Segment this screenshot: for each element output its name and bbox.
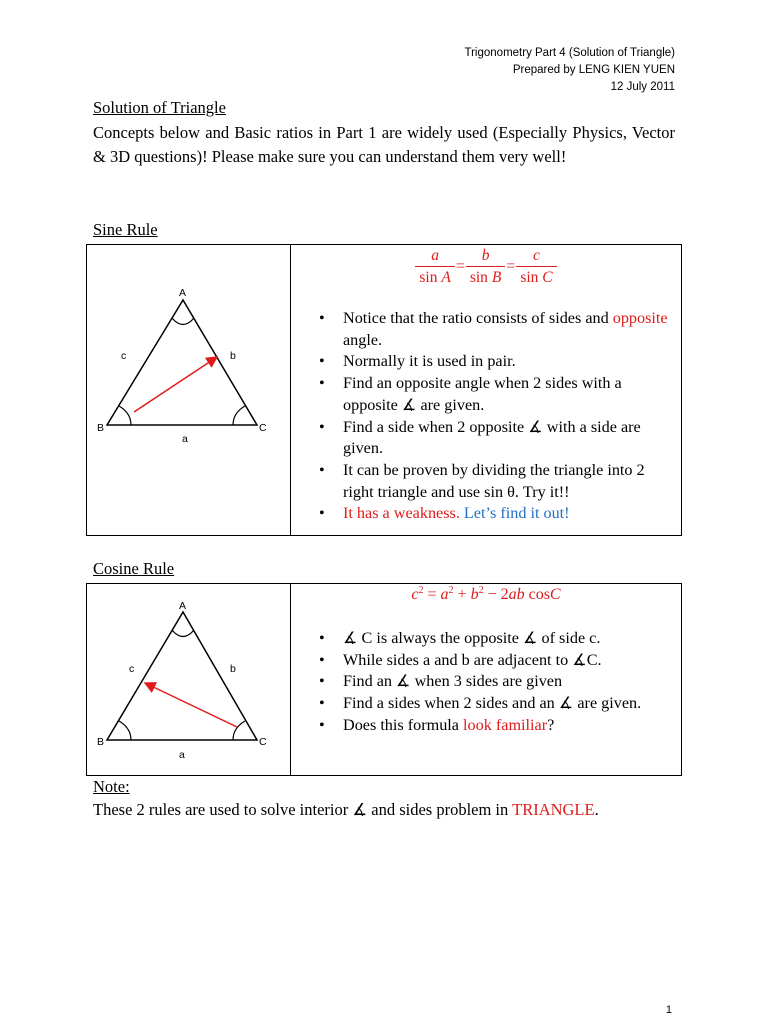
- cosine-formula-text: [411, 586, 560, 603]
- cosine-rule-text-cell: [291, 584, 681, 775]
- red-arrow: [145, 683, 237, 727]
- look-familiar-text: look familiar: [463, 715, 548, 734]
- fraction-a: [415, 246, 454, 288]
- fraction-b: [466, 246, 505, 288]
- cosine-rule-diagram-cell: [87, 584, 291, 775]
- list-item: • Normally it is used in pair.: [319, 351, 671, 373]
- formula-minus: −: [487, 586, 497, 603]
- side-label-b: b: [230, 663, 236, 675]
- angle-c-text: C: [542, 269, 553, 286]
- page-title: Solution of Triangle: [93, 98, 226, 117]
- formula-equals: =: [427, 586, 437, 603]
- formula-plus: +: [457, 586, 467, 603]
- list-item: • Find a side when 2 opposite ∡ with a side are given.: [319, 417, 671, 460]
- cosine-rule-triangle-diagram: [87, 584, 290, 775]
- angle-arc-b: [119, 406, 131, 425]
- sine-rule-triangle-diagram: [87, 245, 290, 535]
- numerator-c: c: [533, 247, 540, 264]
- vertex-label-b: B: [97, 422, 105, 434]
- header-author: Prepared by LENG KIEN YUEN: [512, 64, 675, 76]
- angle-arc-c: [233, 406, 245, 425]
- vertex-label-c: C: [259, 422, 267, 434]
- formula-ab: ab: [508, 586, 525, 603]
- side-label-a: a: [179, 749, 185, 761]
- header-date: 12 July 2011: [610, 81, 675, 93]
- weakness-text: It has a weakness.: [343, 504, 460, 523]
- page-number: 1: [665, 1004, 672, 1016]
- highlight-opposite: opposite: [612, 309, 668, 327]
- denominator-a: [415, 266, 454, 288]
- sine-rule-table: [86, 244, 682, 536]
- formula-exponent: 2: [418, 585, 424, 596]
- angle-arc-a: [172, 630, 194, 637]
- sine-rule-formula: [291, 246, 681, 288]
- list-item: [319, 715, 671, 737]
- list-item: • It can be proven by dividing the triangle into 2 right triangle and use sin θ. Try it!!: [319, 460, 671, 503]
- triangle-shape: [107, 300, 257, 425]
- side-label-c: c: [129, 663, 135, 675]
- note-body: These 2 rules are used to solve interior ∡ and sides problem in: [93, 800, 513, 819]
- red-arrow: [134, 357, 217, 412]
- point-text: angle.: [343, 330, 383, 349]
- formula-cos: cos: [528, 586, 550, 603]
- sine-rule-points: [319, 308, 671, 525]
- formula-c: c: [411, 586, 419, 603]
- angle-arc-a: [172, 318, 194, 325]
- sine-rule-text-cell: [291, 245, 681, 535]
- list-item: • ∡ C is always the opposite ∡ of side c.: [319, 628, 671, 650]
- page-header: [465, 45, 676, 96]
- list-item: [319, 308, 671, 351]
- intro-paragraph: Concepts below and Basic ratios in Part 1 are widely used (Especially Physics, Vector & 3D questions)! Please make sure you can understand them very well!: [93, 123, 675, 166]
- formula-a: a: [440, 586, 449, 603]
- point-text: ?: [547, 715, 555, 734]
- formula-exponent: 2: [478, 585, 484, 596]
- note-triangle-highlight: TRIANGLE: [512, 800, 595, 819]
- side-label-a: a: [182, 433, 188, 445]
- cosine-rule-formula: [291, 585, 681, 604]
- vertex-label-a: A: [179, 600, 187, 612]
- formula-two: 2: [500, 586, 509, 603]
- sin-text: sin: [520, 269, 539, 286]
- cosine-rule-table: [86, 583, 682, 776]
- sin-text: sin: [419, 269, 438, 286]
- note-heading: Note:: [93, 777, 130, 796]
- equals-sign: =: [506, 258, 516, 275]
- denominator-c: [516, 266, 556, 288]
- formula-angle-c: C: [549, 586, 561, 603]
- vertex-label-b: B: [97, 736, 105, 748]
- cosine-rule-heading: Cosine Rule: [93, 559, 175, 578]
- sine-rule-heading: Sine Rule: [93, 220, 158, 239]
- side-label-b: b: [230, 350, 236, 362]
- list-item: • Find a sides when 2 sides and an ∡ are given.: [319, 693, 671, 715]
- list-item: • Find an opposite angle when 2 sides with a opposite ∡ are given.: [319, 373, 671, 416]
- vertex-label-a: A: [179, 287, 187, 299]
- note-text: [93, 800, 599, 820]
- header-doc-title: Trigonometry Part 4 (Solution of Triangle): [464, 47, 675, 59]
- sin-text: sin: [469, 269, 488, 286]
- numerator-b: b: [481, 247, 490, 264]
- angle-arc-c: [233, 721, 245, 740]
- find-it-out-text: Let’s find it out!: [459, 504, 570, 523]
- equals-sign: =: [455, 258, 465, 275]
- formula-exponent: 2: [448, 585, 454, 596]
- side-label-c: c: [121, 350, 127, 362]
- fraction-c: [516, 246, 556, 288]
- point-text: Notice that the ratio consists of sides and: [343, 309, 613, 327]
- vertex-label-c: C: [259, 736, 267, 748]
- list-item: [319, 503, 671, 525]
- numerator-a: a: [431, 247, 439, 264]
- denominator-b: [466, 266, 505, 288]
- angle-arc-b: [119, 721, 131, 740]
- list-item: • Find an ∡ when 3 sides are given: [319, 671, 671, 693]
- formula-b: b: [470, 586, 479, 603]
- cosine-rule-points: [319, 628, 671, 737]
- triangle-shape: [107, 612, 257, 740]
- note-period: .: [594, 800, 599, 819]
- sine-rule-diagram-cell: [87, 245, 291, 535]
- point-text: Does this formula: [343, 715, 464, 734]
- angle-a-text: A: [441, 269, 451, 286]
- angle-b-text: B: [491, 269, 502, 286]
- list-item: • While sides a and b are adjacent to ∡C.: [319, 650, 671, 672]
